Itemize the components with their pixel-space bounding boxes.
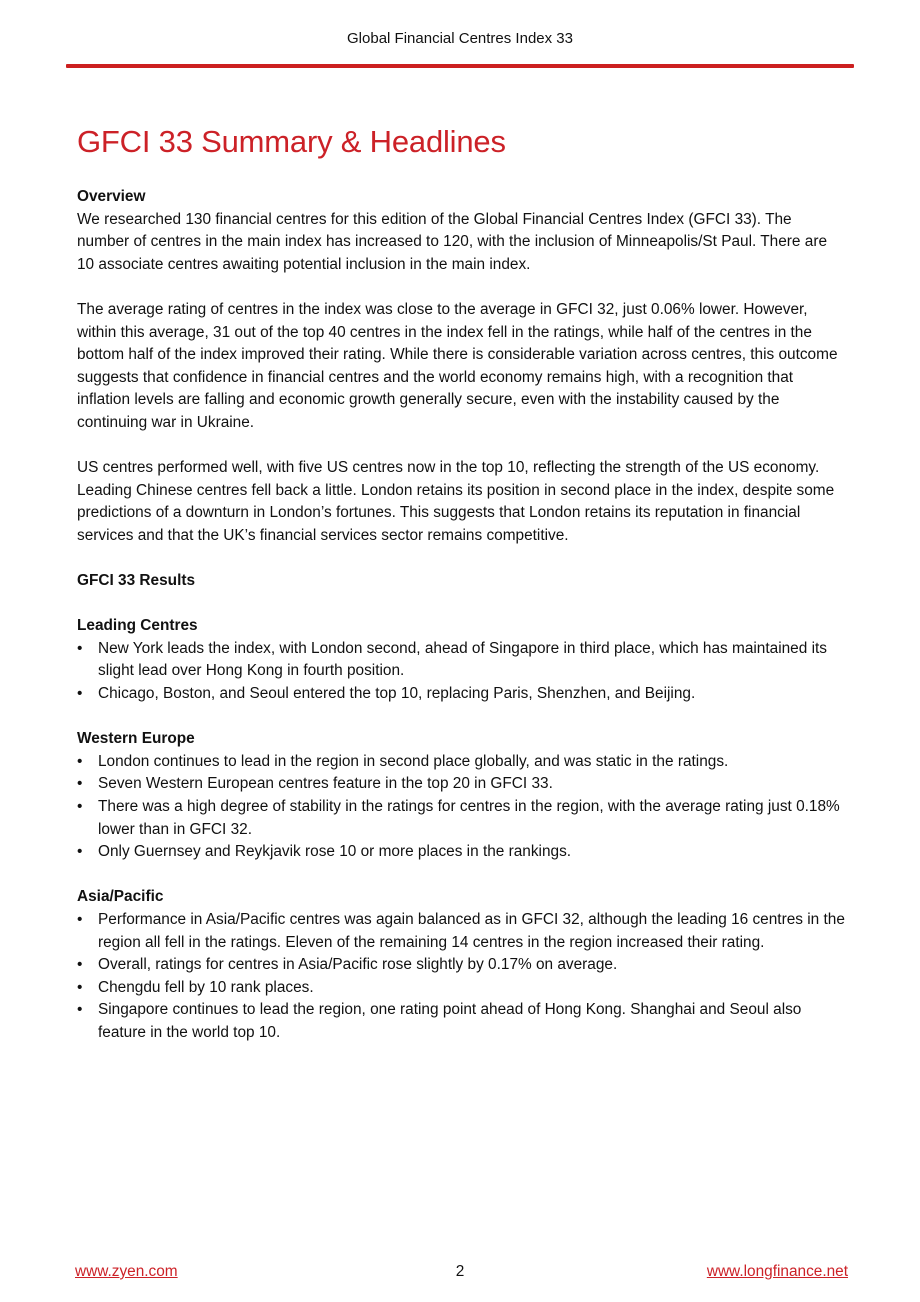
western-europe-list — [77, 751, 845, 864]
leading-centres-list — [77, 638, 845, 706]
asia-pacific-list — [77, 909, 845, 1045]
list-item: • Chengdu fell by 10 rank places. — [77, 977, 845, 1000]
header-divider — [66, 64, 854, 68]
longfinance-link[interactable]: www.longfinance.net — [706, 1263, 848, 1280]
western-europe-heading: Western Europe — [77, 730, 195, 748]
list-item: • New York leads the index, with London second, ahead of Singapore in third place, which has maintained its slight lead over Hong Kong in fourth position. — [77, 638, 845, 683]
list-item: • Overall, ratings for centres in Asia/Pacific rose slightly by 0.17% on average. — [77, 954, 845, 977]
list-item: • Seven Western European centres feature in the top 20 in GFCI 33. — [77, 773, 845, 796]
results-heading: GFCI 33 Results — [77, 572, 196, 590]
overview-paragraph-2: The average rating of centres in the index was close to the average in GFCI 32, just 0.06% lower. However, within this average, 31 out of the top 40 centres in the index fell in the ratings, while half of the centres in the bottom half of the index improved their rating. While there is considerable variation across centres, this outcome suggests that confidence in financial centres and the world economy remains high, with a recognition that inflation levels are falling and economic growth generally secure, even with the instability caused by the continuing war in Ukraine. — [77, 300, 838, 431]
asia-pacific-heading: Asia/Pacific — [77, 888, 164, 906]
zyen-link[interactable]: www.zyen.com — [75, 1263, 178, 1280]
running-header: Global Financial Centres Index 33 — [347, 30, 573, 47]
list-item: • Singapore continues to lead the region, one rating point ahead of Hong Kong. Shanghai and Seoul also feature in the world top 10. — [77, 999, 845, 1044]
overview-paragraph-3: US centres performed well, with five US centres now in the top 10, reflecting the strength of the US economy. Leading Chinese centres fell back a little. London retains its position in second place in the index, despite some predictions of a downturn in London’s fortunes. This suggests that London retains its reputation in financial services and that the UK’s financial services sector remains competitive. — [77, 459, 835, 544]
main-content — [77, 186, 845, 1045]
list-item: • Performance in Asia/Pacific centres was again balanced as in GFCI 32, although the leading 16 centres in the region all fell in the ratings. Eleven of the remaining 14 centres in the region increased their rating. — [77, 909, 845, 954]
list-item: • There was a high degree of stability in the ratings for centres in the region, with the average rating just 0.18% lower than in GFCI 32. — [77, 796, 845, 841]
overview-paragraph-1: We researched 130 financial centres for this edition of the Global Financial Centres Index (GFCI 33). The number of centres in the main index has increased to 120, with the inclusion of Minneapolis/St Paul. There are 10 associate centres awaiting potential inclusion in the main index. — [77, 210, 828, 273]
overview-heading: Overview — [77, 188, 146, 205]
page-title: GFCI 33 Summary & Headlines — [77, 124, 506, 159]
page-number: 2 — [455, 1263, 465, 1280]
list-item: • Only Guernsey and Reykjavik rose 10 or more places in the rankings. — [77, 841, 845, 864]
list-item: • Chicago, Boston, and Seoul entered the top 10, replacing Paris, Shenzhen, and Beijing. — [77, 683, 845, 706]
leading-centres-heading: Leading Centres — [77, 617, 198, 635]
list-item: • London continues to lead in the region in second place globally, and was static in the ratings. — [77, 751, 845, 774]
